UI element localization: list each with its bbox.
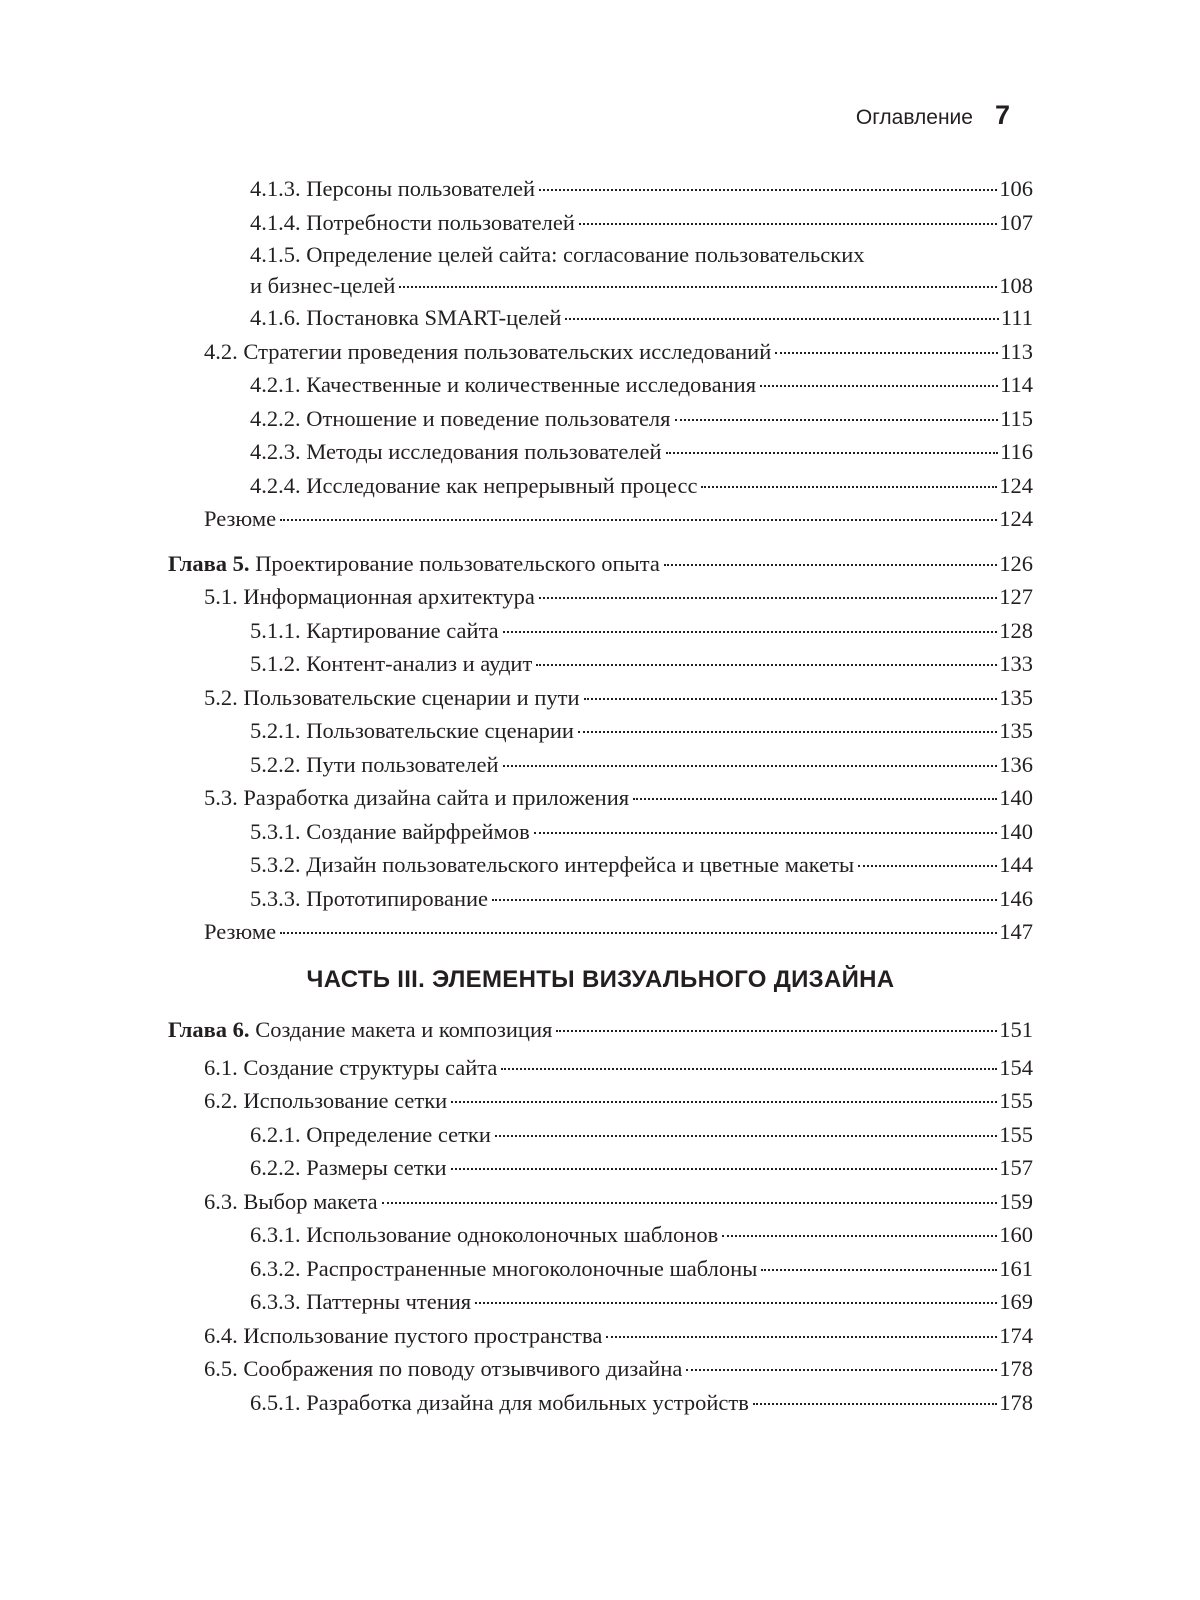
dot-leader: [753, 1403, 997, 1405]
toc-entry-title: [250, 402, 671, 436]
toc-entry-number: 6.2.1.: [250, 1121, 301, 1147]
dot-leader: [382, 1202, 998, 1204]
dot-leader: [664, 564, 997, 566]
toc-entry-text: Методы исследования пользователей: [306, 439, 662, 464]
toc-entry[interactable]: [168, 1084, 1033, 1118]
toc-entry-title: [168, 547, 660, 581]
dot-leader: [858, 865, 997, 867]
toc-entry-number: 6.5.1.: [250, 1389, 301, 1415]
running-head: [856, 100, 1010, 131]
toc-entry-page: 151: [999, 1017, 1033, 1042]
toc-entry-title: [204, 1319, 602, 1353]
toc-entry[interactable]: [168, 1285, 1033, 1319]
toc-entry-text: Использование одноколоночных шаблонов: [306, 1222, 719, 1247]
toc-entry-number: 6.4.: [204, 1322, 238, 1348]
dot-leader: [579, 223, 997, 225]
toc-entry-page: 178: [999, 1356, 1033, 1381]
toc-chapter[interactable]: [168, 1013, 1033, 1047]
toc-entry-title: [204, 335, 771, 369]
toc-entry[interactable]: [168, 1118, 1033, 1152]
toc-entry-page: 126: [999, 550, 1033, 576]
toc-entry-text: Определение сетки: [306, 1121, 491, 1147]
toc-entry-number: 5.1.: [204, 584, 238, 609]
toc-entry-number: 4.1.3.: [250, 176, 301, 201]
toc-entry-number: 5.3.2.: [250, 852, 301, 877]
toc-entry-page: 133: [999, 651, 1033, 676]
toc-entry[interactable]: [168, 580, 1033, 614]
toc-entry-title: [204, 1352, 682, 1386]
toc-entry-text: Размеры сетки: [306, 1155, 447, 1180]
toc-entry-page: 160: [999, 1222, 1033, 1247]
toc-entry-title: [250, 368, 756, 402]
toc-entry-page: 113: [1000, 338, 1033, 364]
dot-leader: [578, 731, 997, 733]
toc-entry-title: [204, 1185, 378, 1219]
toc-entry-title: [168, 1013, 552, 1047]
toc-entry-title: [250, 206, 575, 240]
toc-entry-page: 114: [1000, 372, 1033, 397]
toc-entry-number: 5.2.: [204, 684, 238, 710]
dot-leader: [534, 832, 998, 834]
dot-leader: [280, 519, 997, 521]
toc-entry-number: 6.3.3.: [250, 1289, 301, 1314]
toc-entry[interactable]: [168, 368, 1033, 402]
toc-entry-page: 136: [999, 751, 1033, 777]
toc-entry-number: 6.2.2.: [250, 1155, 301, 1180]
dot-leader: [701, 486, 997, 488]
toc-entry-title: [250, 848, 854, 882]
toc-entry-text: Пути пользователей: [306, 751, 499, 777]
toc-entry-text: Прототипирование: [306, 885, 489, 911]
toc-entry-text: Исследование как непрерывный процесс: [306, 472, 698, 498]
dot-leader: [539, 597, 997, 599]
toc-entry[interactable]: [168, 882, 1033, 916]
toc-entry[interactable]: [168, 647, 1033, 681]
toc-entry-page: 108: [999, 273, 1033, 298]
dot-leader: [539, 189, 997, 191]
chapter-label: Глава 5.: [168, 550, 250, 576]
toc-entry-number: 4.1.4.: [250, 209, 301, 235]
toc-entry-text: Паттерны чтения: [306, 1289, 472, 1314]
toc-entry[interactable]: [168, 748, 1033, 782]
toc-entry-page: 127: [999, 584, 1033, 609]
toc-entry-summary[interactable]: [168, 915, 1033, 949]
toc-entry-text: Информационная архитектура: [243, 584, 535, 609]
toc-entry-title: [204, 681, 580, 715]
part-heading[interactable]: ЧАСТЬ III. ЭЛЕМЕНТЫ ВИЗУАЛЬНОГО ДИЗАЙНА: [306, 966, 895, 993]
toc-entry-page: 174: [999, 1322, 1033, 1348]
toc-entry[interactable]: [168, 614, 1033, 648]
toc-entry[interactable]: [168, 469, 1033, 503]
toc-entry[interactable]: [168, 781, 1033, 815]
toc-entry-number: 6.1.: [204, 1054, 238, 1080]
dot-leader: [501, 1068, 997, 1070]
toc-entry-text: Пользовательские сценарии и пути: [243, 684, 580, 710]
dot-leader: [686, 1369, 997, 1371]
toc-entry[interactable]: [168, 681, 1033, 715]
toc-entry-page: 146: [999, 885, 1033, 911]
toc-entry[interactable]: [168, 335, 1033, 369]
toc-entry-page: 147: [999, 919, 1033, 944]
toc-entry-page: 128: [999, 617, 1033, 643]
toc-entry-title: [204, 1084, 447, 1118]
toc-entry-text: Отношение и поведение пользователя: [306, 405, 671, 431]
toc-entry-title: [250, 469, 697, 503]
toc-entry-text: Качественные и количественные исследования: [306, 372, 757, 397]
toc-entry-number: 5.1.2.: [250, 651, 301, 676]
toc-entry-title: [250, 614, 499, 648]
toc-entry-text: Резюме: [204, 919, 277, 944]
toc-entry-text: Разработка дизайна сайта и приложения: [243, 785, 630, 810]
toc-entry-text: Создание структуры сайта: [243, 1054, 498, 1080]
toc-entry-text: Дизайн пользовательского интерфейса и цветные макеты: [306, 852, 855, 877]
dot-leader: [565, 318, 999, 320]
dot-leader: [399, 286, 997, 288]
toc-entry[interactable]: [168, 1218, 1033, 1252]
toc-entry-title: [204, 781, 629, 815]
toc-entry-text: Пользовательские сценарии: [306, 718, 574, 743]
running-title: Оглавление: [855, 106, 973, 129]
toc-entry-page: 106: [999, 176, 1033, 201]
dot-leader: [503, 765, 998, 767]
toc-entry-page: 107: [999, 209, 1033, 235]
dot-leader: [760, 385, 998, 387]
toc-entry-text: Разработка дизайна для мобильных устройств: [306, 1389, 749, 1415]
toc-entry-number: 6.3.1.: [250, 1222, 301, 1247]
toc-entry[interactable]: [168, 815, 1033, 849]
toc-entry-number: 5.2.1.: [250, 718, 301, 743]
toc-entry-title: [250, 1118, 491, 1152]
toc-entry-number: 6.3.2.: [250, 1255, 301, 1281]
toc-entry-title: [250, 239, 1033, 270]
dot-leader: [536, 664, 997, 666]
toc-entry-title: [250, 714, 574, 748]
dot-leader: [475, 1302, 997, 1304]
toc-entry-title: [250, 1386, 749, 1420]
dot-leader: [503, 631, 998, 633]
toc-entry[interactable]: [168, 1185, 1033, 1219]
toc-entry-page: 135: [999, 718, 1033, 743]
toc-chapter[interactable]: [168, 547, 1033, 581]
toc-entry[interactable]: [168, 435, 1033, 469]
toc-entry-text: Стратегии проведения пользовательских исследований: [243, 338, 772, 364]
toc-entry-number: 6.2.: [204, 1088, 238, 1113]
dot-leader: [722, 1235, 997, 1237]
chapter-label: Глава 6.: [168, 1017, 250, 1042]
toc-entry-page: 111: [1000, 305, 1033, 330]
toc-entry-text: Потребности пользователей: [306, 209, 575, 235]
dot-leader: [451, 1101, 997, 1103]
toc-entry-number: 4.2.: [204, 338, 238, 364]
toc-entry[interactable]: [168, 714, 1033, 748]
toc-entry-summary[interactable]: [168, 502, 1033, 536]
toc-entry-page: 144: [999, 852, 1033, 877]
toc-entry-title: [250, 1252, 757, 1286]
toc-entry-text: Использование сетки: [243, 1088, 448, 1113]
toc-entry-text: Персоны пользователей: [306, 176, 536, 201]
toc-entry-title: [250, 882, 488, 916]
dot-leader: [584, 698, 998, 700]
toc-entry[interactable]: [168, 172, 1033, 206]
toc-entry-title: [250, 748, 499, 782]
toc-entry-title: [250, 172, 535, 206]
toc-entry-page: 159: [999, 1188, 1033, 1214]
toc-entry-number: 5.3.3.: [250, 885, 301, 911]
toc-entry-text: Выбор макета: [243, 1188, 378, 1214]
toc-entry-number: 5.1.1.: [250, 617, 301, 643]
toc-entry-page: 135: [999, 684, 1033, 710]
toc-entry-title: [204, 580, 535, 614]
toc-entry-title: [204, 1051, 497, 1085]
toc-entry-number: 5.3.1.: [250, 818, 301, 844]
toc-entry-number: 4.1.6.: [250, 305, 301, 330]
toc-entry-number: 4.2.3.: [250, 439, 301, 464]
toc-entry-page: 157: [999, 1155, 1033, 1180]
toc-entry[interactable]: [168, 848, 1033, 882]
dot-leader: [556, 1030, 997, 1032]
toc-entry-text: Создание макета и композиция: [255, 1017, 553, 1042]
toc-entry[interactable]: [168, 239, 1033, 301]
toc-entry-title: [250, 815, 530, 849]
toc-entry-page: 124: [999, 506, 1033, 531]
dot-leader: [761, 1269, 997, 1271]
toc-entry-title: [250, 1218, 718, 1252]
dot-leader: [666, 452, 999, 454]
toc-entry-title: [250, 301, 561, 335]
toc-entry-page: 116: [1000, 439, 1033, 464]
toc-entry[interactable]: [168, 1252, 1033, 1286]
toc-entry-page: 115: [1000, 405, 1033, 431]
toc-entry-title: [250, 435, 662, 469]
toc-entry[interactable]: [168, 1386, 1033, 1420]
dot-leader: [675, 419, 999, 421]
toc-entry-text: Проектирование пользовательского опыта: [255, 550, 660, 576]
toc-entry-text: Соображения по поводу отзывчивого дизайна: [243, 1356, 683, 1381]
toc-entry[interactable]: [168, 1051, 1033, 1085]
toc-entry-page: 140: [999, 818, 1033, 844]
toc-entry-page: 178: [999, 1389, 1033, 1415]
toc-entry-number: 6.5.: [204, 1356, 238, 1381]
toc-entry-text: Резюме: [204, 506, 277, 531]
toc-entry-page: 140: [999, 785, 1033, 810]
toc-entry-title: [250, 647, 532, 681]
page-number: 7: [994, 100, 1010, 130]
toc-entry-page: 124: [999, 472, 1033, 498]
toc-entry-page: 161: [999, 1255, 1033, 1281]
dot-leader: [606, 1336, 997, 1338]
toc-entry-text: Использование пустого пространства: [243, 1322, 603, 1348]
toc-entry-number: 5.3.: [204, 785, 238, 810]
toc-entry-page: 155: [999, 1088, 1033, 1113]
toc-entry[interactable]: [168, 1352, 1033, 1386]
toc-bottom: [168, 1013, 1033, 1419]
toc-entry-title: [250, 1151, 447, 1185]
dot-leader: [775, 352, 998, 354]
toc-entry-text: Создание вайрфреймов: [306, 818, 530, 844]
toc-entry[interactable]: [168, 402, 1033, 436]
toc-entry-page: 154: [999, 1054, 1033, 1080]
dot-leader: [495, 1135, 997, 1137]
toc-entry-number: 4.2.2.: [250, 405, 301, 431]
toc-entry-text: Картирование сайта: [306, 617, 499, 643]
toc-top: [168, 172, 1033, 949]
toc-entry-text-line2: и бизнес-целей: [250, 273, 396, 298]
toc-entry-text: Контент-анализ и аудит: [306, 651, 533, 676]
toc-entry-continuation: [250, 270, 1033, 301]
toc-entry-page: 155: [999, 1121, 1033, 1147]
toc-entry-page: 169: [999, 1289, 1033, 1314]
toc-entry-text-line1: Определение целей сайта: согласование пользовательских: [306, 242, 865, 267]
toc-entry-number: 5.2.2.: [250, 751, 301, 777]
toc-entry-title: [250, 1285, 471, 1319]
dot-leader: [451, 1168, 998, 1170]
dot-leader: [280, 932, 997, 934]
toc-entry[interactable]: [168, 301, 1033, 335]
toc-entry-text: Постановка SMART-целей: [306, 305, 562, 330]
dot-leader: [633, 798, 997, 800]
dot-leader: [492, 899, 997, 901]
toc-entry[interactable]: [168, 1319, 1033, 1353]
toc-entry-number: 4.2.1.: [250, 372, 301, 397]
toc-entry[interactable]: [168, 1151, 1033, 1185]
toc-entry-number: 4.1.5.: [250, 242, 301, 267]
toc-entry[interactable]: [168, 206, 1033, 240]
toc-entry-number: 4.2.4.: [250, 472, 301, 498]
toc-entry-number: 6.3.: [204, 1188, 238, 1214]
toc-entry-text: Распространенные многоколоночные шаблоны: [306, 1255, 758, 1281]
